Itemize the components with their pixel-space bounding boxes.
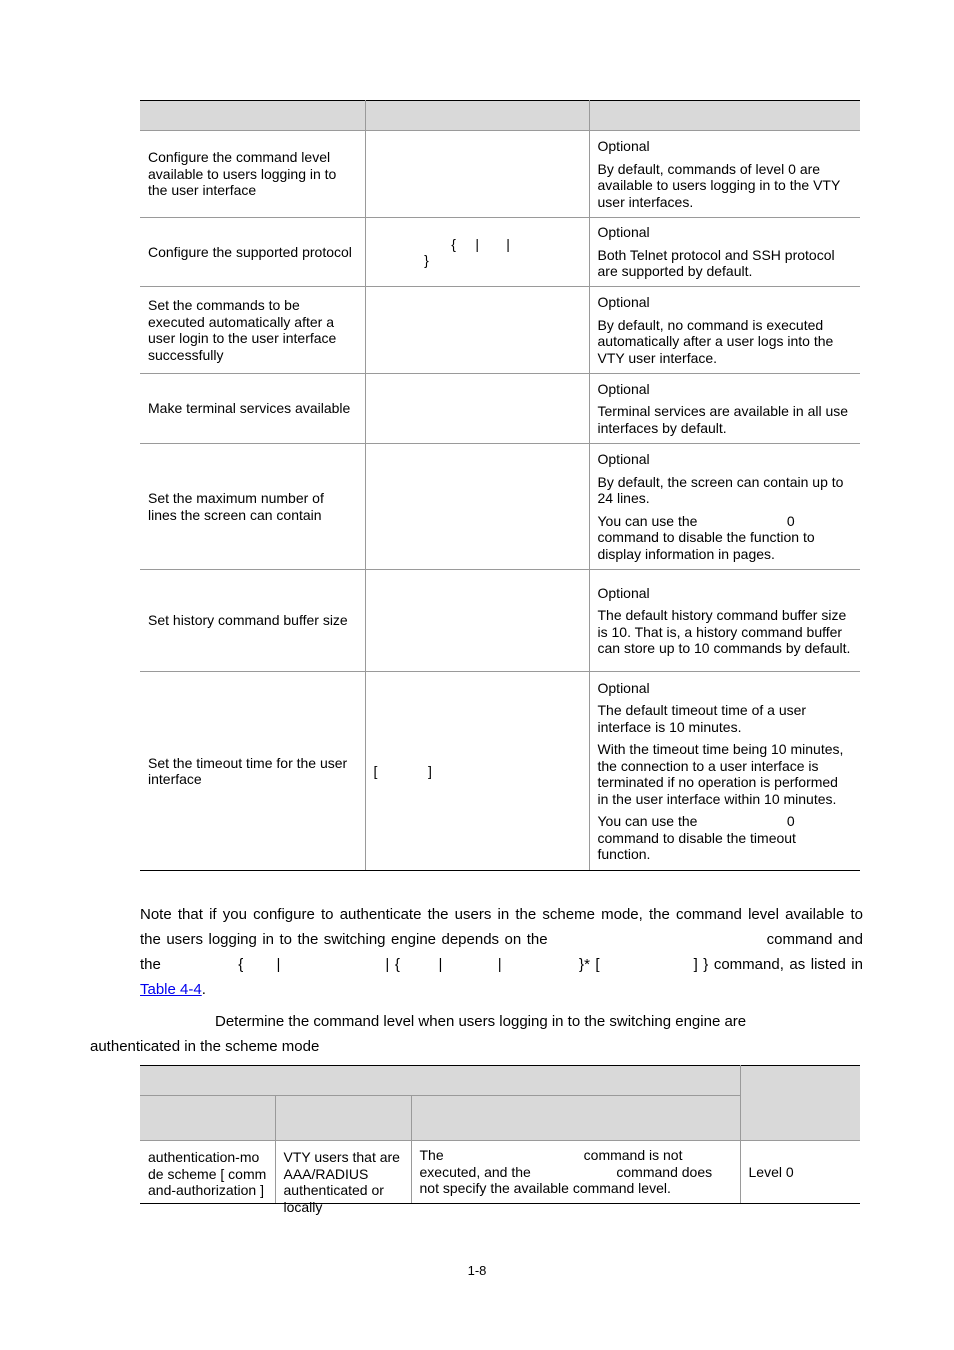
task-cell: Set history command buffer size: [140, 570, 365, 672]
remark-text: By default, the screen can contain up to 24 lines.: [597, 473, 844, 506]
command-cell: [365, 444, 589, 570]
task-cell: Configure the supported protocol: [140, 218, 365, 287]
table-row: [140, 570, 860, 672]
command-cell: [365, 374, 589, 444]
remark-text: With the timeout time being 10 minutes, the connection to a user interface is terminated if no operation is performed in the user interface within 10 minutes.: [597, 741, 844, 807]
note-paragraph: [140, 902, 863, 1002]
table-row: [140, 218, 860, 287]
page-number: 1-8: [467, 1263, 487, 1278]
table-header-row: [140, 101, 860, 131]
note-line: Note that if you configure to authenticate the users in the scheme mode, the command level available to: [140, 906, 863, 923]
header-cell-command: [365, 101, 589, 131]
task-cell: Configure the command level available to users logging in to the user interface: [140, 131, 365, 218]
header-cell-command: [411, 1096, 740, 1141]
command-cell: [ ]: [365, 672, 589, 871]
table-reference-link[interactable]: Table 4-4: [140, 981, 202, 998]
note-line: the { | | { | | }* [ ] } command, as listed in: [140, 956, 863, 973]
remark-text: Optional: [597, 679, 650, 696]
user-type-cell: [275, 1141, 411, 1215]
remark-text: Terminal services are available in all use interfaces by default.: [597, 403, 849, 436]
task-cell: Set the maximum number of lines the screen can contain: [140, 444, 365, 570]
task-cell: Set the timeout time for the user interface: [140, 672, 365, 871]
command-text: executed, and the command does: [419, 1163, 713, 1180]
remark-text: Optional: [597, 584, 650, 601]
header-cell-level: [740, 1066, 860, 1141]
remark-text: The default history command buffer size is 10. That is, a history command buffer can store up to 10 commands by default.: [597, 607, 851, 656]
remark-text: Optional: [597, 224, 650, 241]
table-row: [140, 287, 860, 374]
table-row: [140, 444, 860, 570]
header-cell-user-type: [275, 1096, 411, 1141]
command-cell: { | | }: [365, 218, 589, 287]
remarks-cell: [589, 570, 860, 672]
remark-text: By default, commands of level 0 are available to users logging in to the VTY user interfaces.: [597, 160, 841, 210]
caption-line: Determine the command level when users logging in to the switching engine are: [215, 1013, 747, 1030]
remark-text: You can use the 0 command to disable the timeout function.: [597, 813, 800, 862]
auth-mode-text: authentication-mode scheme [ command-authorization ]: [148, 1149, 267, 1198]
remark-text: Optional: [597, 294, 650, 310]
note-line: the users logging in to the switching engine depends on the command and: [140, 931, 863, 948]
remark-text: By default, no command is executed automatically after a user logs into the VTY user interface.: [597, 316, 834, 366]
table-row: [140, 131, 860, 218]
header-cell-scenario: [140, 1066, 740, 1096]
table-caption: [90, 1009, 863, 1059]
header-cell-remarks: [589, 101, 860, 131]
remark-text: The default timeout time of a user interface is 10 minutes.: [597, 702, 807, 735]
note-period: .: [201, 981, 206, 998]
remarks-cell: [589, 287, 860, 374]
remarks-cell: [589, 218, 860, 287]
header-cell-operation: [140, 101, 365, 131]
remarks-cell: [589, 672, 860, 871]
command-cell: [411, 1141, 740, 1204]
remarks-cell: [589, 444, 860, 570]
note-line: [140, 977, 863, 1002]
table-row: [140, 374, 860, 444]
remark-text: Both Telnet protocol and SSH protocol are supported by default.: [597, 246, 835, 280]
task-cell: Make terminal services available: [140, 374, 365, 444]
remark-text: Optional: [597, 138, 650, 154]
command-text: The command is not: [419, 1147, 683, 1164]
user-type-text: VTY users that are AAA/RADIUS authenticated or locally: [283, 1149, 400, 1215]
command-cell: [365, 287, 589, 374]
command-level-table: [140, 1065, 860, 1215]
vty-configuration-table: [140, 100, 860, 871]
header-cell-auth-mode: [140, 1096, 275, 1141]
command-cell: [365, 570, 589, 672]
table-row: [140, 672, 860, 871]
remark-text: Optional: [597, 380, 650, 397]
caption-line: authenticated in the scheme mode: [90, 1038, 320, 1055]
remarks-cell: [589, 131, 860, 218]
command-text: not specify the available command level.: [419, 1180, 671, 1197]
table-header-row: [140, 1066, 860, 1096]
remarks-cell: [589, 374, 860, 444]
command-cell: [365, 131, 589, 218]
remark-text: Optional: [597, 451, 650, 467]
auth-mode-cell: [140, 1141, 275, 1204]
task-cell: Set the commands to be executed automatically after a user login to the user interface successfully: [140, 287, 365, 374]
remark-text: You can use the 0 command to disable the function to display information in pages.: [597, 512, 819, 562]
level-cell: Level 0: [740, 1141, 860, 1204]
table-row: [140, 1141, 860, 1204]
